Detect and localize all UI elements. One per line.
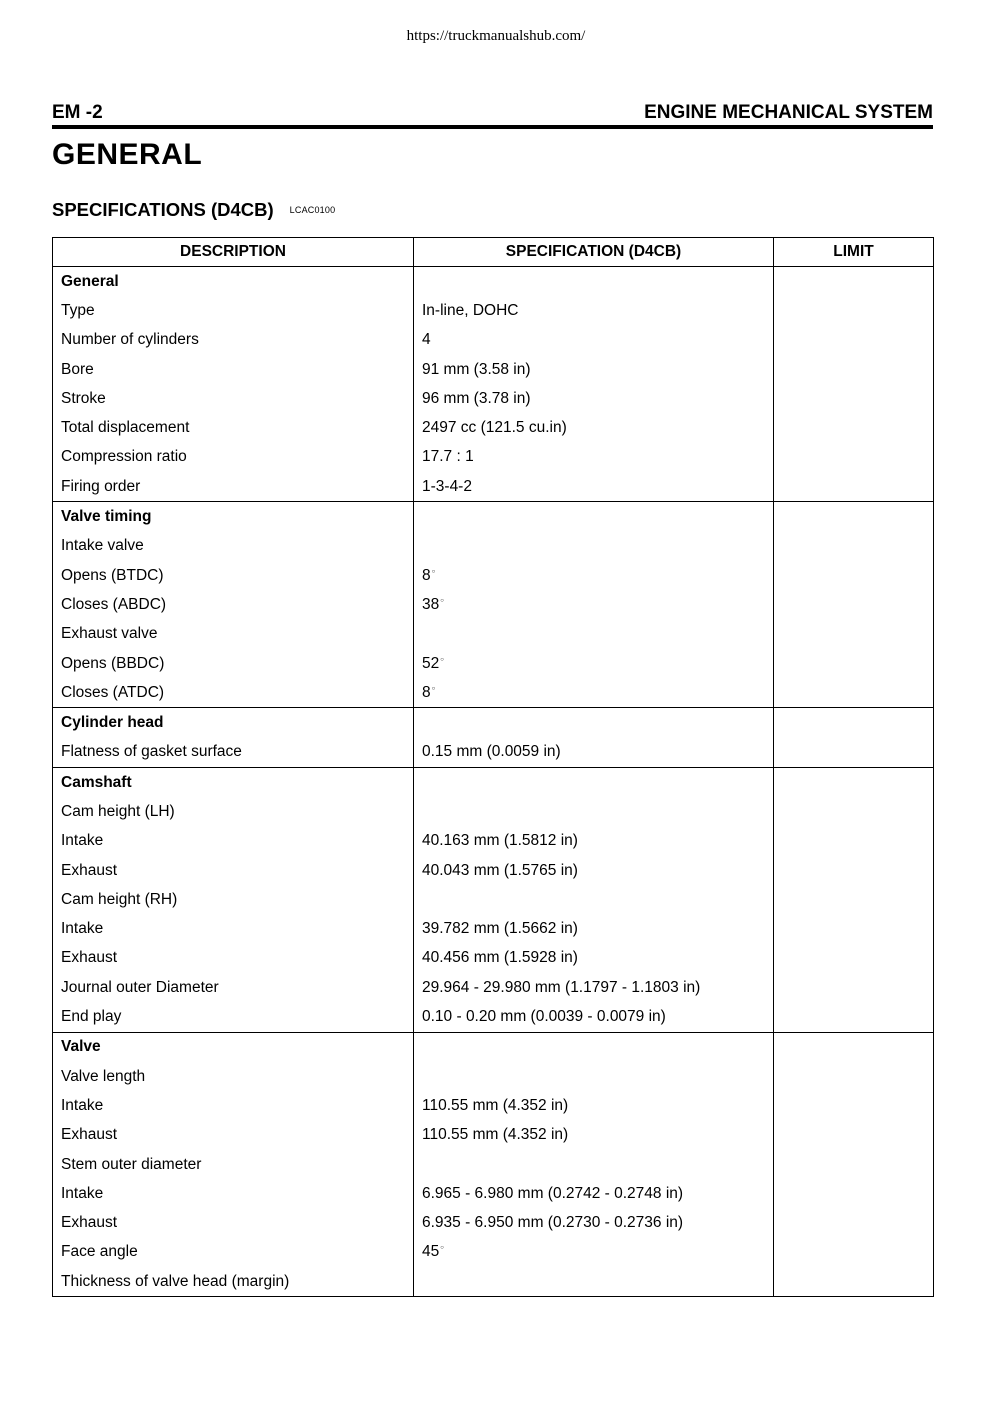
specification-cell xyxy=(414,472,774,502)
limit-cell xyxy=(774,384,934,413)
table-row xyxy=(53,827,934,856)
table-row xyxy=(53,590,934,619)
specification-cell xyxy=(414,1267,774,1297)
limit-cell xyxy=(774,502,934,532)
table-group-row xyxy=(53,708,934,738)
limit-cell xyxy=(774,590,934,619)
limit-cell xyxy=(774,532,934,561)
specification-value: 38 xyxy=(422,595,440,613)
table-row xyxy=(53,1238,934,1267)
specification-cell xyxy=(414,827,774,856)
description-cell: Valve length xyxy=(53,1062,414,1091)
table-group-row xyxy=(53,1032,934,1062)
table-row xyxy=(53,649,934,678)
page-title: GENERAL xyxy=(52,138,203,171)
table-row xyxy=(53,326,934,355)
specification-value: 110.55 mm (4.352 in) xyxy=(422,1096,569,1114)
section-code: LCAC0100 xyxy=(289,205,336,215)
specification-cell xyxy=(414,973,774,1002)
description-cell: Type xyxy=(53,296,414,325)
limit-cell xyxy=(774,1062,934,1091)
specification-cell xyxy=(414,502,774,532)
description-cell: General xyxy=(53,267,414,297)
specification-value: 40.043 mm (1.5765 in) xyxy=(422,861,578,879)
specification-cell xyxy=(414,355,774,384)
description-cell: Face angle xyxy=(53,1238,414,1267)
specification-cell xyxy=(414,1002,774,1032)
description-cell: Flatness of gasket surface xyxy=(53,738,414,768)
limit-cell xyxy=(774,1091,934,1120)
limit-cell xyxy=(774,267,934,297)
specification-cell xyxy=(414,1121,774,1150)
description-cell: Closes (ATDC) xyxy=(53,678,414,708)
specification-cell xyxy=(414,1238,774,1267)
table-body xyxy=(53,267,934,1297)
limit-cell xyxy=(774,413,934,442)
limit-cell xyxy=(774,885,934,914)
degree-symbol: ○ xyxy=(440,597,444,604)
description-cell: Exhaust xyxy=(53,1209,414,1238)
column-header-specification: SPECIFICATION (D4CB) xyxy=(414,238,774,267)
limit-cell xyxy=(774,472,934,502)
specification-value: 52 xyxy=(422,654,440,672)
limit-cell xyxy=(774,296,934,325)
degree-symbol: ○ xyxy=(431,685,436,692)
column-header-limit: LIMIT xyxy=(774,238,934,267)
section-title: SPECIFICATIONS (D4CB) xyxy=(52,199,274,220)
limit-cell xyxy=(774,827,934,856)
table-row xyxy=(53,413,934,442)
table-row xyxy=(53,1150,934,1179)
description-cell: Cylinder head xyxy=(53,708,414,738)
specification-cell xyxy=(414,885,774,914)
description-cell: Number of cylinders xyxy=(53,326,414,355)
description-cell: Stroke xyxy=(53,384,414,413)
limit-cell xyxy=(774,1121,934,1150)
description-cell: Journal outer Diameter xyxy=(53,973,414,1002)
description-cell: End play xyxy=(53,1002,414,1032)
specification-value: 2497 cc (121.5 cu.in) xyxy=(422,419,567,437)
description-cell: Cam height (RH) xyxy=(53,885,414,914)
specification-value: 40.456 mm (1.5928 in) xyxy=(422,949,578,967)
degree-symbol: ○ xyxy=(440,1245,444,1252)
specification-cell xyxy=(414,561,774,590)
specification-value: 8 xyxy=(422,566,431,584)
table-row xyxy=(53,1002,934,1032)
limit-cell xyxy=(774,944,934,973)
description-cell: Exhaust xyxy=(53,1121,414,1150)
specification-cell xyxy=(414,678,774,708)
table-row xyxy=(53,355,934,384)
limit-cell xyxy=(774,355,934,384)
specification-value: In-line, DOHC xyxy=(422,301,519,319)
specification-value: 110.55 mm (4.352 in) xyxy=(422,1126,569,1144)
specification-cell xyxy=(414,708,774,738)
table-row xyxy=(53,296,934,325)
table-header-row xyxy=(53,238,934,267)
table-row xyxy=(53,472,934,502)
specification-cell xyxy=(414,532,774,561)
degree-symbol: ○ xyxy=(431,568,436,575)
degree-symbol: ○ xyxy=(440,656,444,663)
specification-value: 8 xyxy=(422,683,431,701)
description-cell: Exhaust valve xyxy=(53,620,414,649)
table-row xyxy=(53,443,934,472)
description-cell: Intake xyxy=(53,915,414,944)
limit-cell xyxy=(774,768,934,798)
description-cell: Intake xyxy=(53,1091,414,1120)
chapter-title: ENGINE MECHANICAL SYSTEM xyxy=(644,102,933,123)
specification-cell xyxy=(414,443,774,472)
specification-cell xyxy=(414,1150,774,1179)
table-row xyxy=(53,973,934,1002)
specification-cell xyxy=(414,590,774,619)
specification-value: 29.964 - 29.980 mm (1.1797 - 1.1803 in) xyxy=(422,978,701,996)
section-heading xyxy=(52,199,335,221)
description-cell: Intake valve xyxy=(53,532,414,561)
specification-value: 17.7 : 1 xyxy=(422,448,474,466)
limit-cell xyxy=(774,708,934,738)
specification-cell xyxy=(414,1179,774,1208)
limit-cell xyxy=(774,1032,934,1062)
limit-cell xyxy=(774,620,934,649)
specification-value: 6.935 - 6.950 mm (0.2730 - 0.2736 in) xyxy=(422,1214,684,1232)
description-cell: Intake xyxy=(53,827,414,856)
specification-cell xyxy=(414,384,774,413)
specification-value: 1-3-4-2 xyxy=(422,477,472,495)
table-row xyxy=(53,1091,934,1120)
specification-value: 40.163 mm (1.5812 in) xyxy=(422,832,578,850)
description-cell: Valve xyxy=(53,1032,414,1062)
description-cell: Intake xyxy=(53,1179,414,1208)
specification-value: 0.15 mm (0.0059 in) xyxy=(422,743,561,761)
table-row xyxy=(53,384,934,413)
limit-cell xyxy=(774,1150,934,1179)
limit-cell xyxy=(774,915,934,944)
description-cell: Stem outer diameter xyxy=(53,1150,414,1179)
table-row xyxy=(53,1062,934,1091)
table-row xyxy=(53,797,934,826)
limit-cell xyxy=(774,738,934,768)
specification-value: 39.782 mm (1.5662 in) xyxy=(422,920,578,938)
description-cell: Firing order xyxy=(53,472,414,502)
description-cell: Opens (BTDC) xyxy=(53,561,414,590)
table-row xyxy=(53,738,934,768)
limit-cell xyxy=(774,1179,934,1208)
specification-cell xyxy=(414,1209,774,1238)
table-row xyxy=(53,944,934,973)
specification-value: 96 mm (3.78 in) xyxy=(422,389,531,407)
table-group-row xyxy=(53,502,934,532)
description-cell: Cam height (LH) xyxy=(53,797,414,826)
specifications-table xyxy=(52,237,934,1297)
specification-cell xyxy=(414,1062,774,1091)
specification-value: 91 mm (3.58 in) xyxy=(422,360,531,378)
limit-cell xyxy=(774,1209,934,1238)
specification-cell xyxy=(414,649,774,678)
specification-cell xyxy=(414,1091,774,1120)
specification-cell xyxy=(414,768,774,798)
table-row xyxy=(53,532,934,561)
table-group-row xyxy=(53,267,934,297)
description-cell: Exhaust xyxy=(53,944,414,973)
description-cell: Compression ratio xyxy=(53,443,414,472)
specification-cell xyxy=(414,797,774,826)
description-cell: Opens (BBDC) xyxy=(53,649,414,678)
limit-cell xyxy=(774,678,934,708)
limit-cell xyxy=(774,797,934,826)
header-rule xyxy=(52,125,933,129)
table-row xyxy=(53,1267,934,1297)
column-header-description: DESCRIPTION xyxy=(53,238,414,267)
specification-cell xyxy=(414,296,774,325)
description-cell: Camshaft xyxy=(53,768,414,798)
specification-cell xyxy=(414,944,774,973)
specification-cell xyxy=(414,413,774,442)
specification-value: 4 xyxy=(422,331,431,349)
description-cell: Thickness of valve head (margin) xyxy=(53,1267,414,1297)
description-cell: Valve timing xyxy=(53,502,414,532)
specification-cell xyxy=(414,267,774,297)
specification-cell xyxy=(414,738,774,768)
specification-cell xyxy=(414,326,774,355)
description-cell: Bore xyxy=(53,355,414,384)
source-url[interactable]: https://truckmanualshub.com/ xyxy=(406,28,586,44)
table-row xyxy=(53,1209,934,1238)
table-row xyxy=(53,885,934,914)
description-cell: Exhaust xyxy=(53,856,414,885)
limit-cell xyxy=(774,973,934,1002)
description-cell: Closes (ABDC) xyxy=(53,590,414,619)
limit-cell xyxy=(774,443,934,472)
specification-cell xyxy=(414,856,774,885)
limit-cell xyxy=(774,561,934,590)
limit-cell xyxy=(774,1002,934,1032)
specification-value: 0.10 - 0.20 mm (0.0039 - 0.0079 in) xyxy=(422,1008,666,1026)
table-row xyxy=(53,678,934,708)
table-row xyxy=(53,1179,934,1208)
limit-cell xyxy=(774,649,934,678)
limit-cell xyxy=(774,1238,934,1267)
specification-cell xyxy=(414,915,774,944)
table-row xyxy=(53,856,934,885)
limit-cell xyxy=(774,326,934,355)
table-row xyxy=(53,561,934,590)
specification-cell xyxy=(414,620,774,649)
page-code: EM -2 xyxy=(52,102,103,123)
description-cell: Total displacement xyxy=(53,413,414,442)
table-group-row xyxy=(53,768,934,798)
limit-cell xyxy=(774,856,934,885)
table-row xyxy=(53,620,934,649)
specification-value: 45 xyxy=(422,1243,440,1261)
table-row xyxy=(53,915,934,944)
limit-cell xyxy=(774,1267,934,1297)
specification-value: 6.965 - 6.980 mm (0.2742 - 0.2748 in) xyxy=(422,1184,684,1202)
specification-cell xyxy=(414,1032,774,1062)
table-row xyxy=(53,1121,934,1150)
